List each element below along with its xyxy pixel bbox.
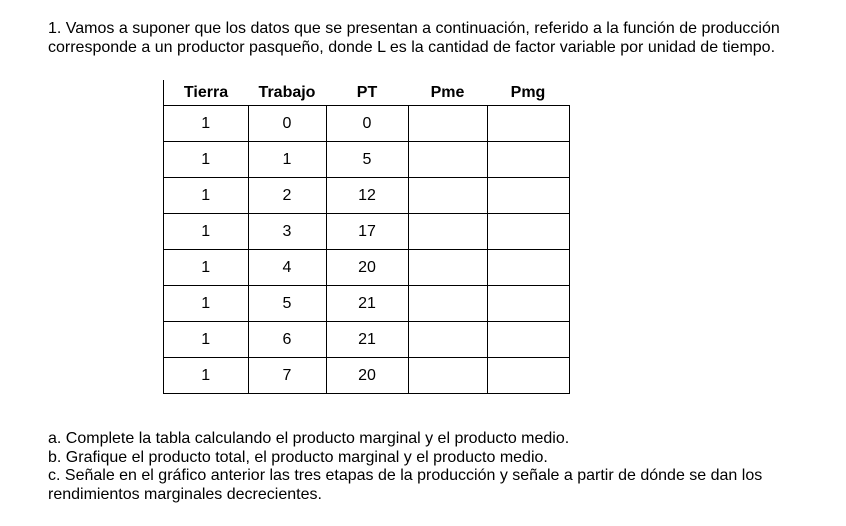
cell-trabajo: 3 <box>248 214 326 250</box>
table-row <box>164 250 570 286</box>
cell-tierra: 1 <box>164 358 249 394</box>
cell-pmg <box>487 358 569 394</box>
cell-pt: 21 <box>326 322 408 358</box>
table-row <box>164 142 570 178</box>
cell-pmg <box>487 142 569 178</box>
table-row <box>164 178 570 214</box>
cell-pme <box>408 178 487 214</box>
cell-pt: 20 <box>326 250 408 286</box>
cell-pt: 20 <box>326 358 408 394</box>
cell-pmg <box>487 286 569 322</box>
questions-list <box>48 430 828 504</box>
cell-pt: 5 <box>326 142 408 178</box>
cell-trabajo: 2 <box>248 178 326 214</box>
table-row <box>164 214 570 250</box>
header-pt: PT <box>356 83 378 101</box>
cell-trabajo: 5 <box>248 286 326 322</box>
table-header-row <box>164 80 570 106</box>
header-pmg: Pmg <box>510 83 546 101</box>
cell-pme <box>408 322 487 358</box>
cell-pmg <box>487 322 569 358</box>
cell-tierra: 1 <box>164 322 249 358</box>
cell-tierra: 1 <box>164 142 249 178</box>
cell-trabajo: 1 <box>248 142 326 178</box>
cell-pme <box>408 358 487 394</box>
table-row <box>164 106 570 142</box>
cell-trabajo: 0 <box>248 106 326 142</box>
cell-pt: 12 <box>326 178 408 214</box>
cell-tierra: 1 <box>164 178 249 214</box>
cell-pmg <box>487 178 569 214</box>
question-a: a. Complete la tabla calculando el producto marginal y el producto medio. <box>48 430 570 447</box>
table-row <box>164 322 570 358</box>
cell-tierra: 1 <box>164 106 249 142</box>
cell-tierra: 1 <box>164 250 249 286</box>
cell-pme <box>408 214 487 250</box>
cell-pme <box>408 142 487 178</box>
cell-trabajo: 4 <box>248 250 326 286</box>
cell-pt: 21 <box>326 286 408 322</box>
header-pme: Pme <box>430 83 465 101</box>
cell-tierra: 1 <box>164 214 249 250</box>
question-c: c. Señale en el gráfico anterior las tres etapas de la producción y señale a partir de dónde se dan los rendimientos marginales decrecientes. <box>48 467 763 503</box>
table-row <box>164 358 570 394</box>
cell-pme <box>408 286 487 322</box>
cell-trabajo: 6 <box>248 322 326 358</box>
cell-pt: 0 <box>326 106 408 142</box>
header-tierra: Tierra <box>164 80 249 106</box>
exercise-intro: 1. Vamos a suponer que los datos que se presentan a continuación, referido a la función de producción corresponde a un productor pasqueño, donde L es la cantidad de factor variable por unidad de tiempo. <box>48 20 780 56</box>
cell-pme <box>408 106 487 142</box>
cell-pme <box>408 250 487 286</box>
question-b: b. Grafique el producto total, el producto marginal y el producto medio. <box>48 448 548 466</box>
table-row <box>164 286 570 322</box>
cell-trabajo: 7 <box>248 358 326 394</box>
header-trabajo: Trabajo <box>258 83 316 101</box>
cell-pmg <box>487 106 569 142</box>
cell-pmg <box>487 214 569 250</box>
cell-tierra: 1 <box>164 286 249 322</box>
cell-pmg <box>487 250 569 286</box>
production-table <box>163 80 570 394</box>
cell-pt: 17 <box>326 214 408 250</box>
